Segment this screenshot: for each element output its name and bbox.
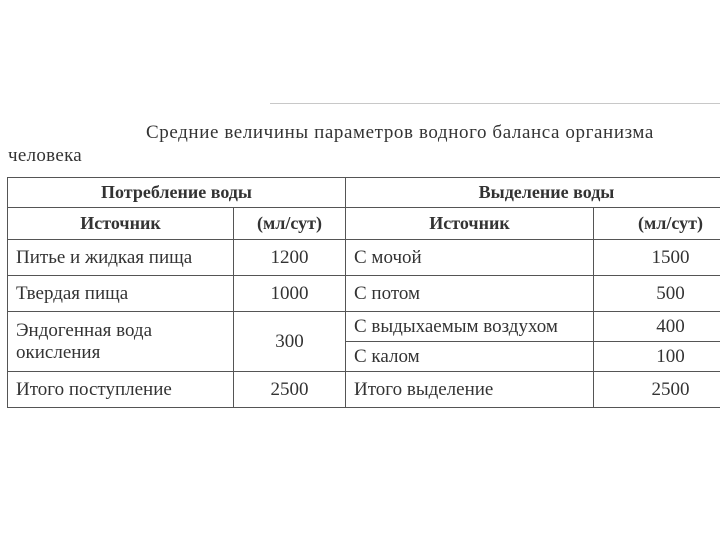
- output-value-cell: 500: [594, 276, 720, 312]
- intake-source-header: Источник: [8, 208, 234, 240]
- column-header-row: [8, 208, 720, 240]
- intake-source-cell: Твердая пища: [8, 276, 234, 312]
- table-row: [8, 240, 720, 276]
- output-total-label: Итого выделение: [346, 372, 594, 408]
- scan-edge-line: [270, 103, 720, 104]
- intake-total-label: Итого поступление: [8, 372, 234, 408]
- total-row: [8, 372, 720, 408]
- output-source-cell: С потом: [346, 276, 594, 312]
- output-source-header: Источник: [346, 208, 594, 240]
- intake-value-cell: 1200: [234, 240, 346, 276]
- output-total-value: 2500: [594, 372, 720, 408]
- table-row: [8, 276, 720, 312]
- intake-total-value: 2500: [234, 372, 346, 408]
- intake-value-cell: 300: [234, 312, 346, 372]
- intake-group-header: Потребление воды: [8, 178, 346, 208]
- output-source-cell: С выдыхаемым воздухом: [346, 312, 594, 342]
- table-caption: Средние величины параметров водного баланса организма: [146, 122, 654, 143]
- output-value-cell: 100: [594, 342, 720, 372]
- group-header-row: [8, 178, 720, 208]
- intake-source-cell: Эндогенная вода окисления: [8, 312, 234, 372]
- table-row: [8, 312, 720, 342]
- output-unit-header: (мл/сут): [594, 208, 720, 240]
- intake-value-cell: 1000: [234, 276, 346, 312]
- table-caption-continuation: человека: [8, 145, 83, 166]
- intake-source-cell: Питье и жидкая пища: [8, 240, 234, 276]
- water-balance-table: [7, 177, 720, 408]
- output-value-cell: 1500: [594, 240, 720, 276]
- intake-unit-header: (мл/сут): [234, 208, 346, 240]
- output-source-cell: С мочой: [346, 240, 594, 276]
- output-group-header: Выделение воды: [346, 178, 720, 208]
- output-value-cell: 400: [594, 312, 720, 342]
- output-source-cell: С калом: [346, 342, 594, 372]
